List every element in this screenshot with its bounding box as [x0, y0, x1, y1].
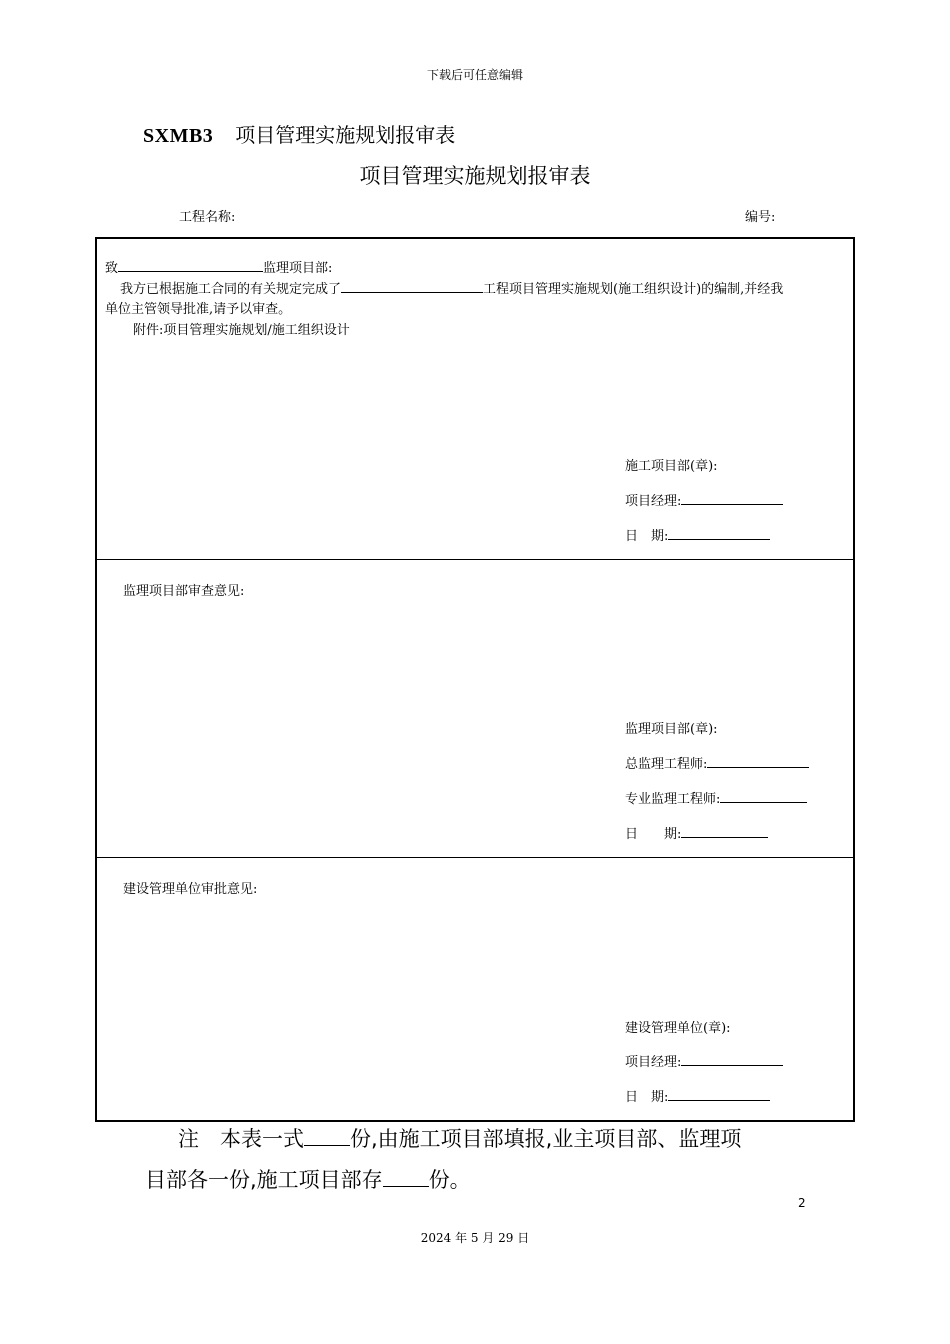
contractor-date-label: 日 期:: [625, 529, 669, 544]
contractor-manager-blank[interactable]: [681, 492, 783, 505]
note-line2-part2: 份。: [428, 1168, 471, 1192]
request-body-part2: 工程项目管理实施规划(施工组织设计)的编制,并经我: [483, 282, 784, 297]
owner-manager-label: 项目经理:: [625, 1055, 682, 1070]
owner-date-blank[interactable]: [668, 1088, 770, 1101]
note-line2-part1: 目部各一份,施工项目部存: [145, 1168, 383, 1192]
supervision-date-blank[interactable]: [681, 825, 768, 838]
retained-copies-blank[interactable]: [383, 1168, 429, 1187]
owner-date-label: 日 期:: [625, 1090, 669, 1105]
request-body-line1: [120, 278, 783, 297]
contractor-date-line: [625, 525, 770, 544]
header-note: 下载后可任意编辑: [426, 68, 523, 82]
supervision-date-label: 日 期:: [625, 827, 682, 842]
contractor-seal-label: 施工项目部(章):: [625, 459, 718, 474]
project-blank[interactable]: [341, 280, 483, 293]
footer-date: 2024 年 5 月 29 日: [420, 1231, 530, 1245]
form-name: 项目管理实施规划报审表: [235, 123, 456, 147]
contractor-manager-line: [625, 490, 783, 509]
request-body-line2: 单位主管领导批准,请予以审查。: [105, 302, 292, 317]
supervision-date-line: [625, 823, 768, 842]
serial-number-label: 编号:: [745, 210, 776, 225]
form-code: SXMB3: [143, 125, 214, 147]
owner-approval-heading: 建设管理单位审批意见:: [123, 882, 258, 897]
supervision-seal-label: 监理项目部(章):: [625, 722, 718, 737]
addressee-prefix: 致: [105, 261, 119, 276]
owner-manager-line: [625, 1051, 783, 1070]
form-table: [95, 237, 855, 1122]
chief-engineer-blank[interactable]: [707, 755, 809, 768]
contractor-manager-label: 项目经理:: [625, 494, 682, 509]
project-name-label: 工程名称:: [179, 210, 236, 225]
request-body-part1: 我方已根据施工合同的有关规定完成了: [120, 282, 342, 297]
chief-engineer-label: 总监理工程师:: [625, 757, 708, 772]
addressee-line: [105, 257, 332, 276]
attachment-line: 附件:项目管理实施规划/施工组织设计: [133, 323, 350, 338]
section-divider: [95, 559, 855, 560]
note-line1-part2: 份,由施工项目部填报,业主项目部、监理项: [350, 1127, 742, 1151]
note-line1: [178, 1123, 741, 1153]
specialist-engineer-label: 专业监理工程师:: [625, 792, 721, 807]
addressee-blank[interactable]: [118, 259, 263, 272]
page-title: 项目管理实施规划报审表: [359, 164, 591, 188]
page-number: 2: [798, 1196, 806, 1210]
note-line2: [145, 1164, 471, 1194]
chief-engineer-line: [625, 753, 809, 772]
owner-manager-blank[interactable]: [681, 1053, 783, 1066]
supervision-opinion-heading: 监理项目部审查意见:: [123, 584, 245, 599]
owner-seal-label: 建设管理单位(章):: [625, 1021, 731, 1036]
owner-date-line: [625, 1086, 770, 1105]
section-divider: [95, 857, 855, 858]
note-line1-part1: 注 本表一式: [178, 1127, 304, 1151]
addressee-suffix: 监理项目部:: [263, 261, 333, 276]
specialist-engineer-blank[interactable]: [720, 790, 807, 803]
contractor-date-blank[interactable]: [668, 527, 770, 540]
copies-blank[interactable]: [304, 1127, 350, 1146]
specialist-engineer-line: [625, 788, 807, 807]
form-code-title: [143, 119, 455, 148]
